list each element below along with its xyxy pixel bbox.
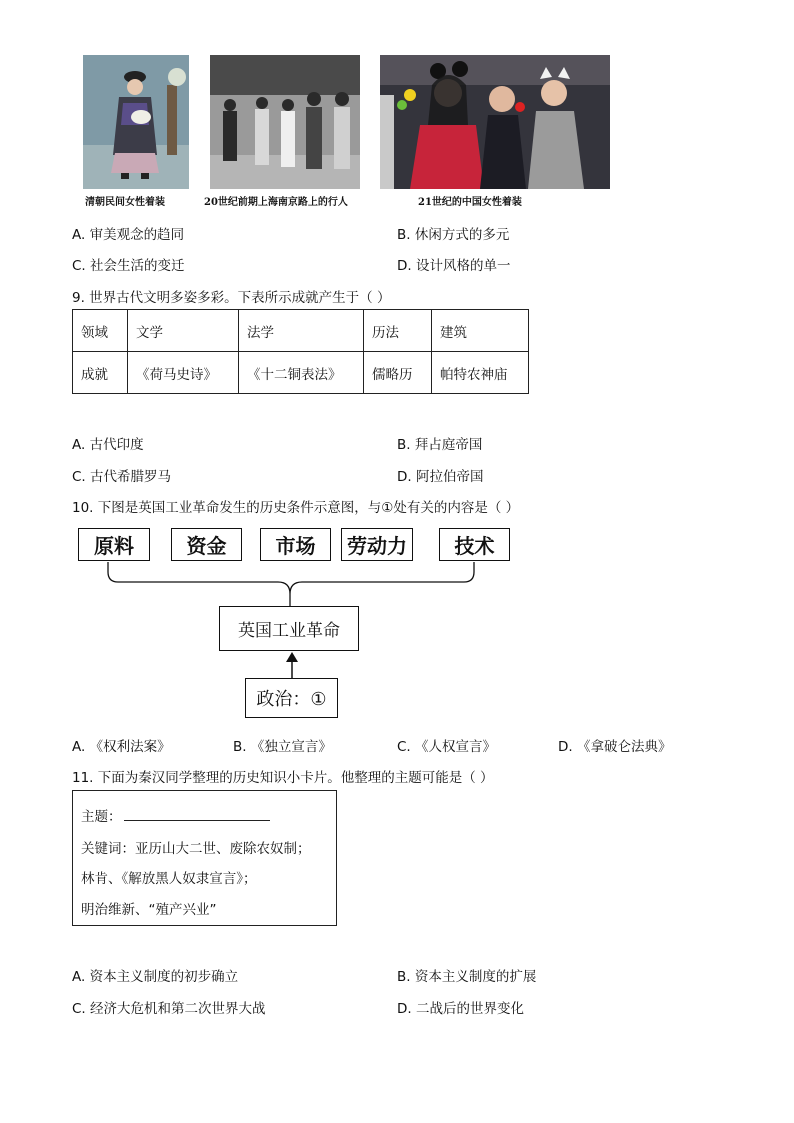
table-cell: 建筑 <box>432 310 529 352</box>
q9-achievement-table <box>72 309 529 394</box>
q9-option-c[interactable]: C. 古代希腊罗马 <box>72 469 172 485</box>
q9-option-b[interactable]: B. 拜占庭帝国 <box>397 437 483 453</box>
photo-caption-shanghai: 20世纪前期上海南京路上的行人 <box>204 197 348 208</box>
table-cell: 法学 <box>239 310 364 352</box>
table-cell: 《荷马史诗》 <box>128 352 239 394</box>
q8-option-c[interactable]: C. 社会生活的变迁 <box>72 258 185 274</box>
q11-option-c[interactable]: C. 经济大危机和第二次世界大战 <box>72 1001 266 1017</box>
card-topic-label: 主题： <box>81 809 122 825</box>
diagram-box-labor: 劳动力 <box>341 528 413 561</box>
diagram-box-raw-materials: 原料 <box>78 528 150 561</box>
card-line-2: 林肯、《解放黑人奴隶宣言》； <box>81 871 257 887</box>
q11-option-a[interactable]: A. 资本主义制度的初步确立 <box>72 969 239 985</box>
q9-option-a[interactable]: A. 古代印度 <box>72 437 144 453</box>
table-cell: 历法 <box>364 310 432 352</box>
photo-caption-modern: 21世纪的中国女性着装 <box>418 197 522 208</box>
photo-caption-qing: 清朝民间女性着装 <box>85 197 165 208</box>
table-row <box>73 310 529 352</box>
diagram-box-market: 市场 <box>260 528 331 561</box>
diagram-bottom-box: 政治：① <box>245 678 338 718</box>
table-cell: 成就 <box>73 352 128 394</box>
diagram-arrow-up <box>284 651 300 679</box>
card-topic-blank[interactable] <box>124 820 270 821</box>
card-line-3: 明治维新、“殖产兴业” <box>81 902 217 918</box>
q11-option-b[interactable]: B. 资本主义制度的扩展 <box>397 969 537 985</box>
table-cell: 领域 <box>73 310 128 352</box>
photo-qing-women <box>83 55 189 189</box>
q10-option-c[interactable]: C. 《人权宣言》 <box>397 739 497 755</box>
diagram-brace <box>100 560 490 610</box>
table-row <box>73 352 529 394</box>
q10-option-d[interactable]: D. 《拿破仑法典》 <box>558 739 672 755</box>
q9-option-d[interactable]: D. 阿拉伯帝国 <box>397 469 484 485</box>
q9-stem: 9. 世界古代文明多姿多彩。下表所示成就产生于（ ） <box>72 290 391 306</box>
photo-shanghai-nanjing-road <box>210 55 360 189</box>
diagram-box-capital: 资金 <box>171 528 242 561</box>
knowledge-card <box>72 790 337 926</box>
table-cell: 帕特农神庙 <box>432 352 529 394</box>
q10-option-b[interactable]: B. 《独立宣言》 <box>233 739 332 755</box>
table-cell: 《十二铜表法》 <box>239 352 364 394</box>
diagram-center-box: 英国工业革命 <box>219 606 359 651</box>
photo-21st-century-women <box>380 55 610 189</box>
q11-option-d[interactable]: D. 二战后的世界变化 <box>397 1001 524 1017</box>
q11-stem: 11. 下面为秦汉同学整理的历史知识小卡片。他整理的主题可能是（ ） <box>72 770 494 786</box>
diagram-box-technology: 技术 <box>439 528 510 561</box>
q8-option-a[interactable]: A. 审美观念的趋同 <box>72 227 185 243</box>
q8-option-b[interactable]: B. 休闲方式的多元 <box>397 227 510 243</box>
card-line-1: 关键词：亚历山大二世、废除农奴制； <box>81 841 311 857</box>
q10-stem: 10. 下图是英国工业革命发生的历史条件示意图，与①处有关的内容是（ ） <box>72 500 520 516</box>
q10-option-a[interactable]: A. 《权利法案》 <box>72 739 171 755</box>
table-cell: 儒略历 <box>364 352 432 394</box>
table-cell: 文学 <box>128 310 239 352</box>
q8-option-d[interactable]: D. 设计风格的单一 <box>397 258 511 274</box>
